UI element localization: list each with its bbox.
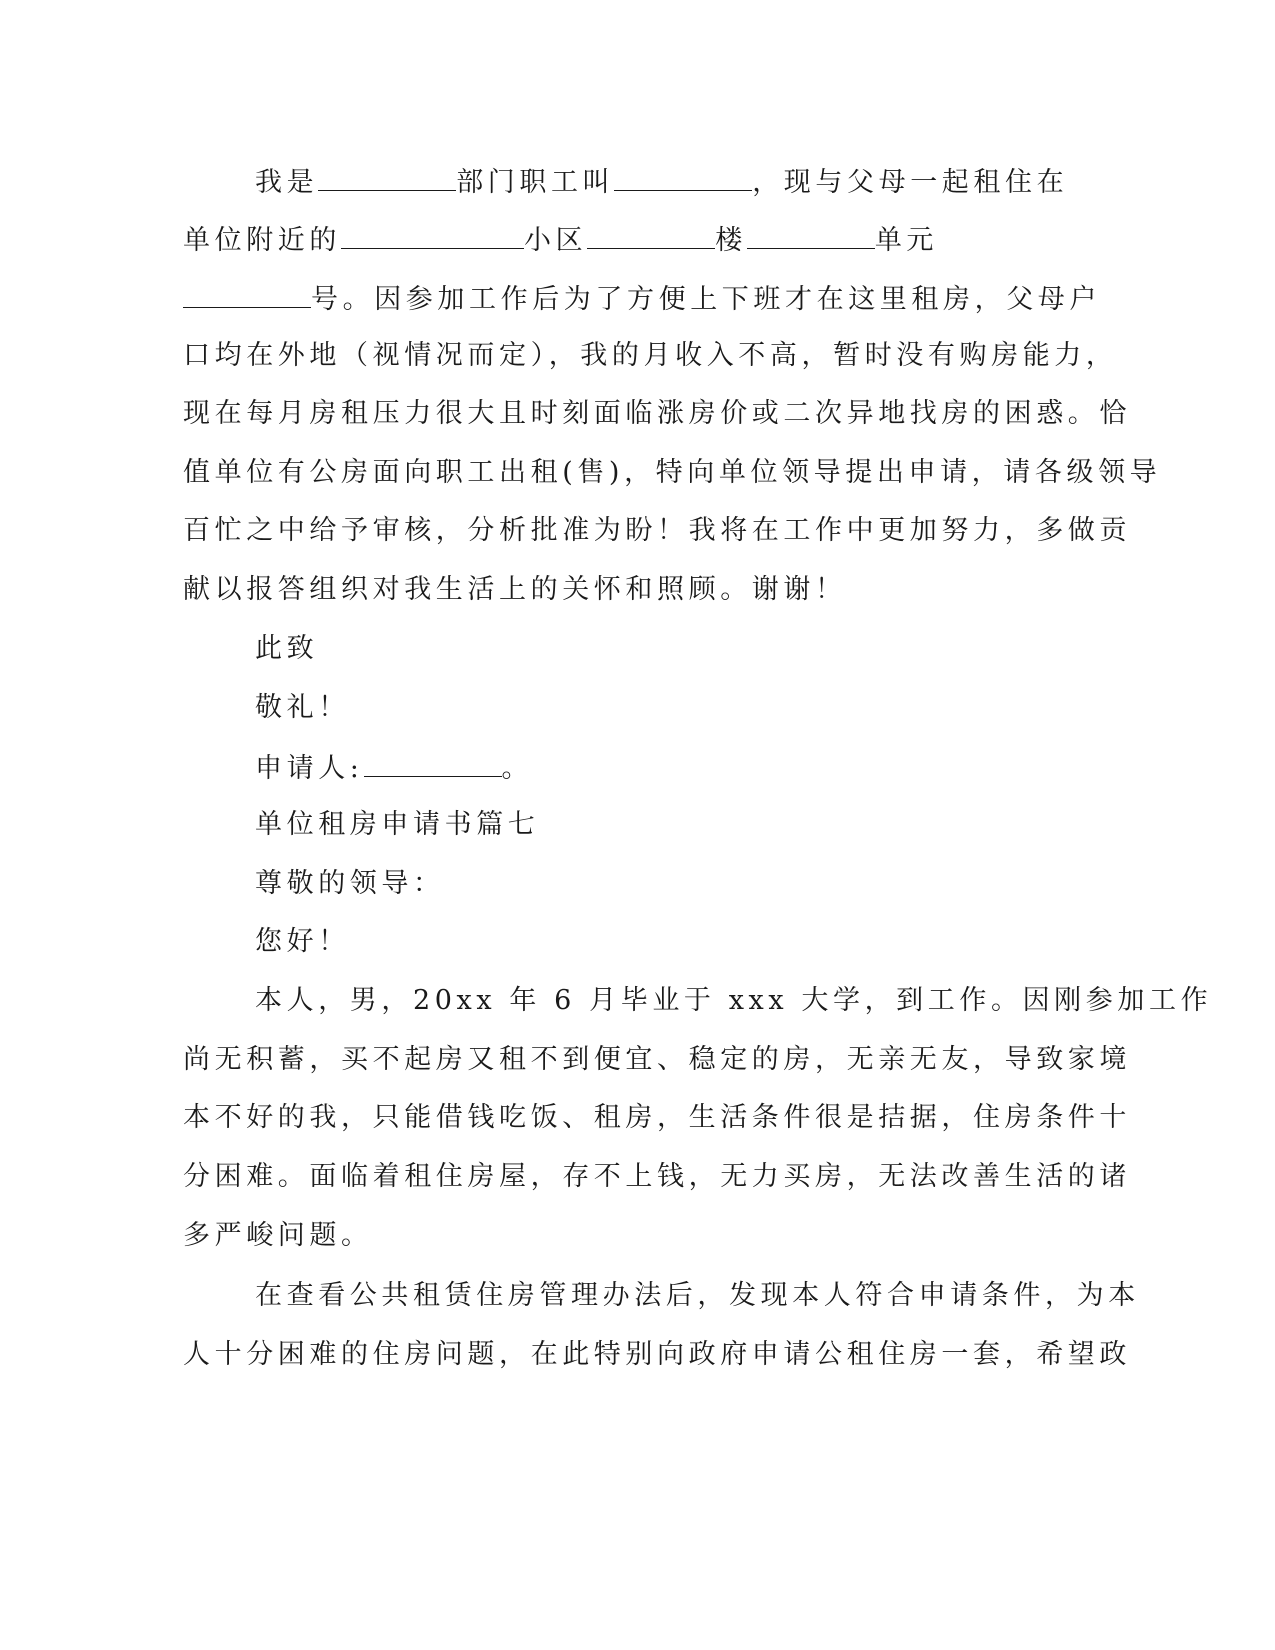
text-segment: 我是 bbox=[255, 167, 319, 198]
paragraph-line: 本人，男，20xx 年 6 月毕业于 xxx 大学，到工作。因刚参加工作 bbox=[255, 985, 1213, 1016]
paragraph-line: 现在每月房租压力很大且时刻面临涨房价或二次异地找房的困惑。恰 bbox=[183, 398, 1131, 429]
paragraph-line: 值单位有公房面向职工出租(售)，特向单位领导提出申请，请各级领导 bbox=[183, 457, 1162, 488]
text-segment: 楼 bbox=[715, 225, 747, 256]
text-segment: ，现与父母一起租住在 bbox=[752, 167, 1069, 198]
paragraph-line bbox=[255, 160, 1068, 200]
paragraph-line bbox=[183, 277, 1101, 317]
text-segment: 单元 bbox=[874, 225, 939, 256]
paragraph-line: 分困难。面临着租住房屋，存不上钱，无力买房，无法改善生活的诸 bbox=[183, 1161, 1131, 1192]
blank-unit bbox=[747, 218, 875, 249]
paragraph-line: 人十分困难的住房问题，在此特别向政府申请公租住房一套，希望政 bbox=[183, 1339, 1131, 1370]
section-title: 单位租房申请书篇七 bbox=[255, 809, 540, 840]
salutation: 尊敬的领导： bbox=[255, 868, 445, 899]
blank-name bbox=[614, 160, 752, 191]
closing-line: 此致 bbox=[255, 633, 319, 664]
text-segment: 号。因参加工作后为了方便上下班才在这里租房，父母户 bbox=[311, 284, 1101, 315]
text-segment: 部门职工叫 bbox=[456, 167, 615, 198]
paragraph-line bbox=[183, 218, 938, 258]
paragraph-line: 在查看公共租赁住房管理办法后，发现本人符合申请条件，为本 bbox=[255, 1280, 1140, 1311]
blank-room-number bbox=[183, 277, 311, 308]
paragraph-line: 多严峻问题。 bbox=[183, 1220, 373, 1251]
text-segment: 单位附近的 bbox=[183, 225, 341, 256]
text-segment: 。 bbox=[501, 753, 534, 784]
blank-building bbox=[587, 218, 715, 249]
blank-applicant bbox=[364, 746, 502, 777]
applicant-line bbox=[255, 746, 533, 786]
paragraph-line: 本不好的我，只能借钱吃饭、租房，生活条件很是拮据，住房条件十 bbox=[183, 1102, 1131, 1133]
applicant-label: 申请人: bbox=[255, 753, 364, 784]
blank-department bbox=[318, 160, 456, 191]
paragraph-line: 百忙之中给予审核，分析批准为盼！我将在工作中更加努力，多做贡 bbox=[183, 515, 1131, 546]
paragraph-line: 尚无积蓄，买不起房又租不到便宜、稳定的房，无亲无友，导致家境 bbox=[183, 1044, 1131, 1075]
greeting: 您好！ bbox=[255, 926, 350, 957]
blank-community bbox=[341, 218, 524, 249]
paragraph-line: 献以报答组织对我生活上的关怀和照顾。谢谢！ bbox=[183, 574, 847, 605]
text-segment: 小区 bbox=[524, 225, 588, 256]
closing-line: 敬礼！ bbox=[255, 692, 350, 723]
paragraph-line: 口均在外地（视情况而定），我的月收入不高，暂时没有购房能力， bbox=[183, 340, 1118, 371]
